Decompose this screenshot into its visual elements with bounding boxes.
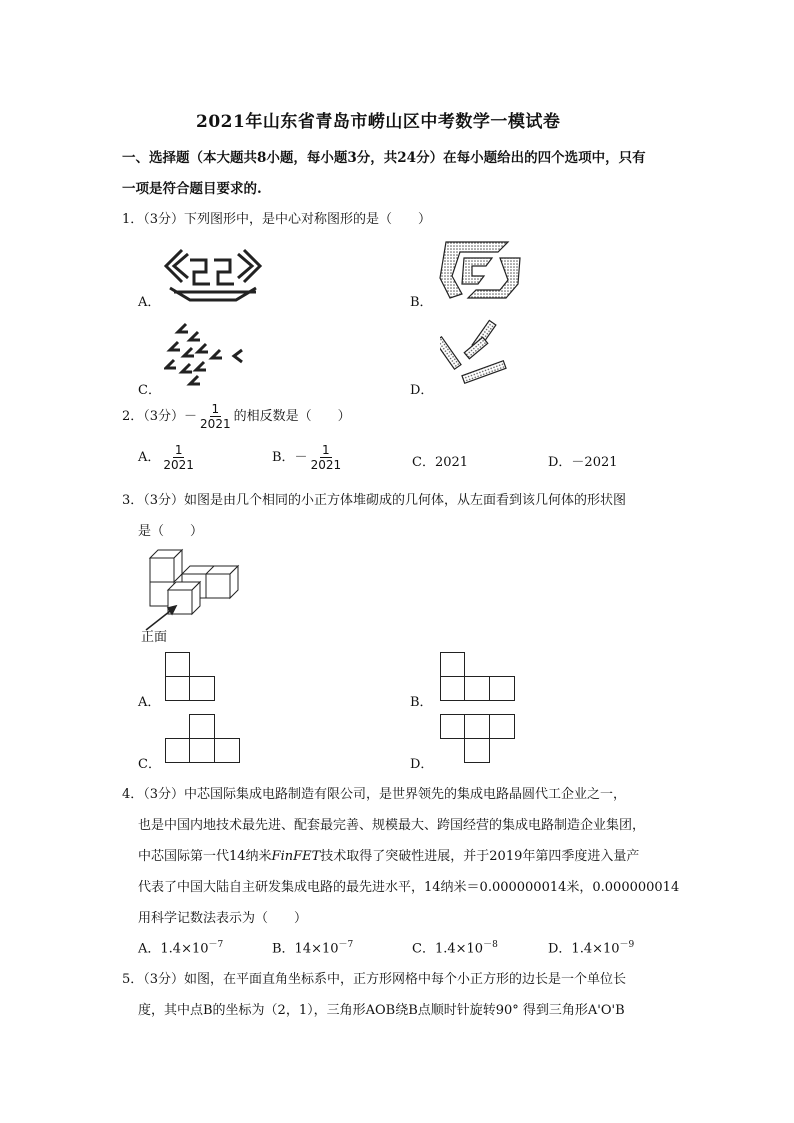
q2-stem bbox=[122, 402, 351, 431]
q2-option-a bbox=[138, 443, 197, 472]
q2-fraction bbox=[198, 402, 233, 431]
q4-option-d bbox=[548, 937, 634, 956]
q2-option-a-fraction bbox=[161, 443, 196, 472]
q2-option-b-label: B．－ bbox=[272, 450, 308, 465]
q1-label-b: B． bbox=[410, 295, 433, 310]
q2-option-b-num: 1 bbox=[322, 443, 330, 457]
q3-label-d: D． bbox=[410, 757, 434, 772]
q3-label-a: A． bbox=[138, 695, 161, 710]
q2-option-b-den: 2021 bbox=[310, 458, 342, 472]
q2-numerator: 1 bbox=[211, 402, 220, 416]
q5-line2: 度，其中点B的坐标为（2，1），三角形AOB绕B点顺时针旋转90° 得到三角形A'O'B bbox=[138, 1003, 625, 1018]
q4-option-a bbox=[138, 937, 223, 956]
q5-line1: 5．（3分）如图，在平面直角坐标系中，正方形网格中每个小正方形的边长是一个单位长 bbox=[122, 972, 627, 987]
q3-option-c-grid bbox=[165, 714, 241, 768]
q4-option-a-exp: －7 bbox=[208, 940, 224, 950]
q3-option-d-grid bbox=[440, 714, 516, 768]
q3-option-a-grid bbox=[165, 652, 216, 706]
q2-prefix: 2．（3分）－ bbox=[122, 409, 198, 424]
q1-label-a: A． bbox=[138, 295, 161, 310]
page-title: 2021年山东省青岛市崂山区中考数学一模试卷 bbox=[196, 112, 561, 132]
q4-line2: 也是中国内地技术最先进、配套最完善、规模最大、跨国经营的集成电路制造企业集团， bbox=[138, 818, 646, 833]
q1-label-d: D． bbox=[410, 383, 434, 398]
q4-line4: 代表了中国大陆自主研发集成电路的最先进水平，14纳米＝0.000000014米，0.000000014 bbox=[138, 880, 680, 895]
q2-option-a-den: 2021 bbox=[163, 458, 194, 472]
q2-option-c: C．2021 bbox=[412, 455, 469, 470]
q2-denominator: 2021 bbox=[200, 417, 231, 431]
q4-line3-part2: 技术取得了突破性进展，并于2019年第四季度进入量产 bbox=[320, 849, 640, 864]
q3-option-b-grid bbox=[440, 652, 516, 706]
q2-option-b bbox=[272, 443, 344, 472]
q4-option-a-base: A．1.4×10 bbox=[138, 941, 209, 957]
q4-option-b-exp: －7 bbox=[338, 940, 354, 950]
q3-label-b: B． bbox=[410, 695, 433, 710]
q1-label-c: C． bbox=[138, 383, 161, 398]
q1-figure-b bbox=[438, 236, 524, 308]
q3-stem-line2: 是（ ） bbox=[138, 524, 204, 539]
q4-option-c bbox=[412, 937, 498, 956]
q4-option-d-exp: －9 bbox=[619, 940, 635, 950]
q1-figure-d bbox=[440, 316, 512, 392]
q4-line1: 4．（3分）中芯国际集成电路制造有限公司，是世界领先的集成电路晶圆代工企业之一， bbox=[122, 787, 627, 802]
section-heading-line1: 一、选择题（本大题共8小题，每小题3分，共24分）在每小题给出的四个选项中，只有 bbox=[122, 150, 646, 166]
q2-suffix: 的相反数是（ ） bbox=[233, 409, 351, 424]
q2-option-a-num: 1 bbox=[174, 443, 183, 457]
q4-option-c-exp: －8 bbox=[483, 940, 498, 950]
q3-stem-line1: 3．（3分）如图是由几个相同的小正方体堆砌成的几何体，从左面看到该几何体的形状图 bbox=[122, 493, 627, 508]
q3-label-c: C． bbox=[138, 757, 161, 772]
q4-line3-part1: 中芯国际第一代14纳米 bbox=[138, 849, 272, 864]
q4-line5: 用科学记数法表示为（ ） bbox=[138, 911, 308, 926]
q4-finfet: FinFET bbox=[271, 849, 321, 864]
q3-front-label: 正面 bbox=[141, 630, 168, 645]
q2-option-d: D．－2021 bbox=[548, 455, 618, 470]
q1-figure-a bbox=[160, 244, 266, 308]
q1-stem: 1．（3分）下列图形中，是中心对称图形的是（ ） bbox=[122, 212, 432, 227]
q4-option-c-base: C．1.4×10 bbox=[412, 941, 484, 957]
q2-option-a-label: A． bbox=[138, 450, 161, 465]
q1-figure-c bbox=[164, 320, 248, 394]
q4-option-b-base: B．14×10 bbox=[272, 941, 339, 957]
q4-option-b bbox=[272, 937, 353, 956]
q4-line3 bbox=[138, 845, 639, 864]
section-heading-line2: 一项是符合题目要求的. bbox=[122, 181, 262, 197]
q2-option-b-fraction bbox=[309, 443, 344, 472]
q4-option-d-base: D．1.4×10 bbox=[548, 941, 620, 957]
